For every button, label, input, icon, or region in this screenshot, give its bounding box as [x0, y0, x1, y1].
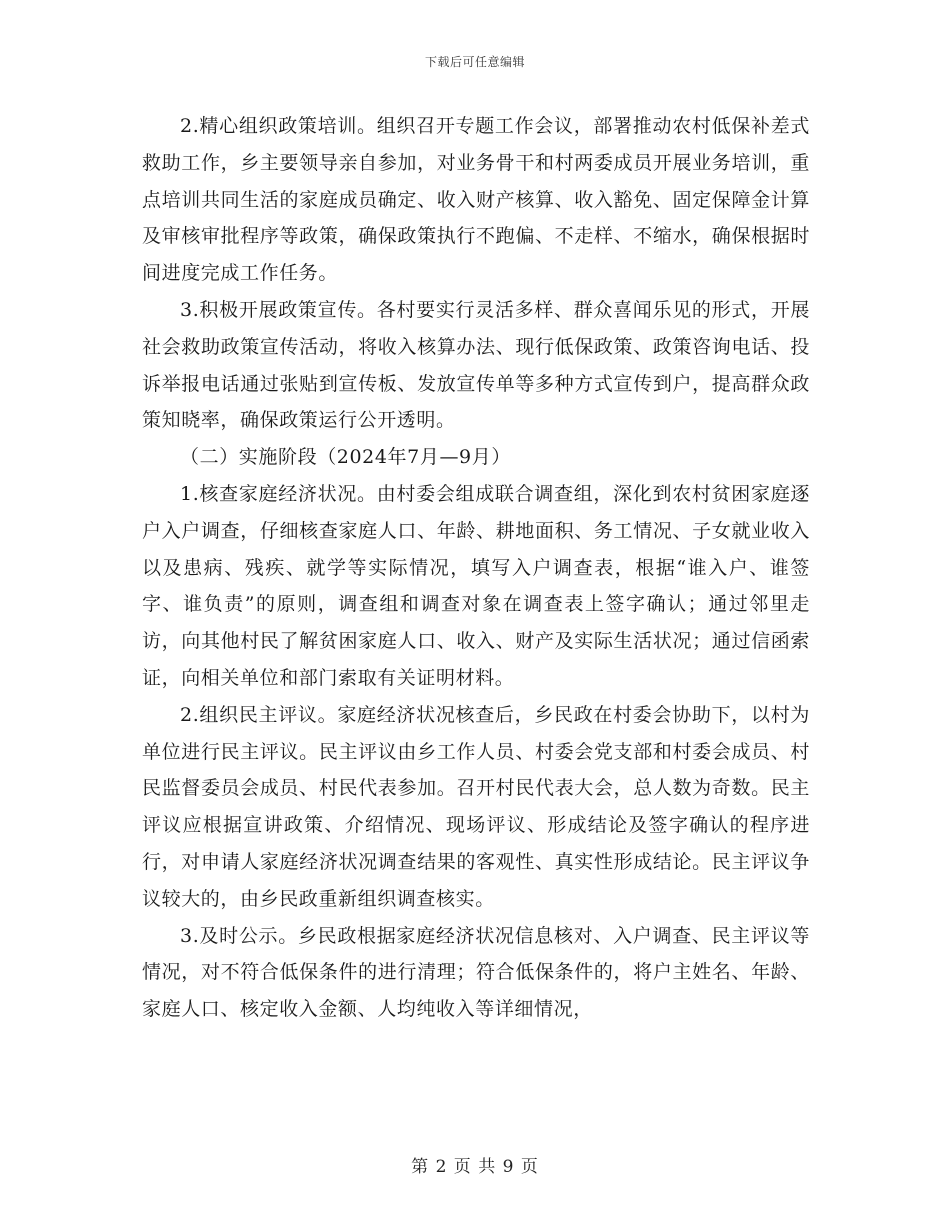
page-number-footer: 第 2 页 共 9 页: [411, 1157, 539, 1177]
paragraph-public-notice: 3.及时公示。乡民政根据家庭经济状况信息核对、入户调查、民主评议等情况，对不符合低保条件的进行清理；符合低保条件的，将户主姓名、年龄、家庭人口、核定收入金额、人均纯收入等详细情况，: [142, 924, 810, 1021]
paragraph-policy-training: 2.精心组织政策培训。组织召开专题工作会议，部署推动农村低保补差式救助工作，乡主要领导亲自参加，对业务骨干和村两委成员开展业务培训，重点培训共同生活的家庭成员确定、收入财产核算、收入豁免、固定保障金计算及审核审批程序等政策，确保政策执行不跑偏、不走样、不缩水，确保根据时间进度完成工作任务。: [142, 115, 810, 285]
paragraph-democratic-review: 2.组织民主评议。家庭经济状况核查后，乡民政在村委会协助下，以村为单位进行民主评议。民主评议由乡工作人员、村委会党支部和村委会成员、村民监督委员会成员、村民代表参加。召开村民代表大会，总人数为奇数。民主评议应根据宣讲政策、介绍情况、现场评议、形成结论及签字确认的程序进行，对申请人家庭经济状况调查结果的客观性、真实性形成结论。民主评议争议较大的，由乡民政重新组织调查核实。: [142, 703, 810, 910]
page-header: 下载后可任意编辑: [424, 55, 525, 69]
paragraph-household-check: 1.核查家庭经济状况。由村委会组成联合调查组，深化到农村贫困家庭逐户入户调查，仔细核查家庭人口、年龄、耕地面积、务工情况、子女就业收入以及患病、残疾、就学等实际情况，填写入户调查表，根据“谁入户、谁签字、谁负责”的原则，调查组和调查对象在调查表上签字确认；通过邻里走访，向其他村民了解贫困家庭人口、收入、财产及实际生活状况；通过信函索证，向相关单位和部门索取有关证明材料。: [142, 482, 810, 689]
document-body: [142, 108, 810, 1028]
paragraph-policy-publicity: 3.积极开展政策宣传。各村要实行灵活多样、群众喜闻乐见的形式，开展社会救助政策宣传活动，将收入核算办法、现行低保政策、政策咨询电话、投诉举报电话通过张贴到宣传板、发放宣传单等多种方式宣传到户，提高群众政策知晓率，确保政策运行公开透明。: [142, 298, 810, 432]
section-heading-implementation: （二）实施阶段（2024年7月—9月）: [180, 446, 511, 469]
